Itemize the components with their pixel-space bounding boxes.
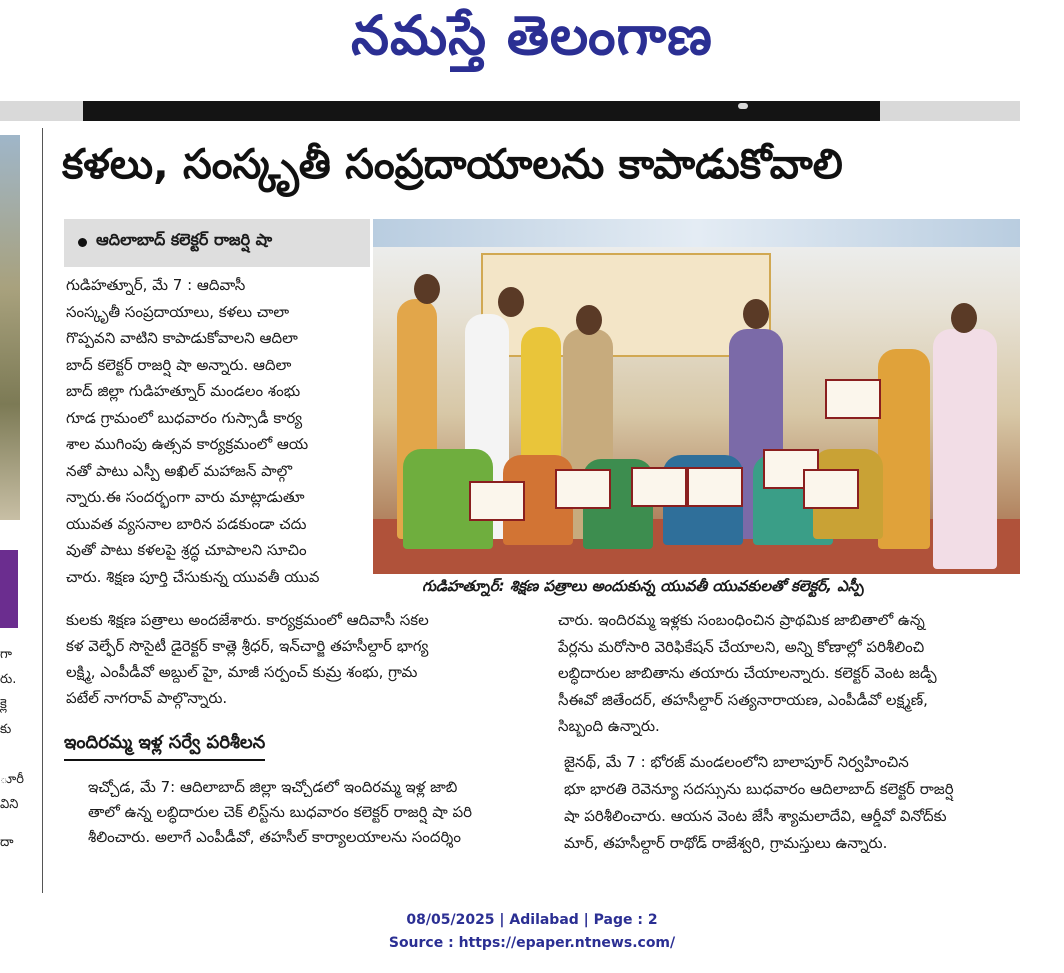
text-line: కళ వెల్ఫేర్ సొసైటీ డైరెక్టర్ కాత్లె శ్రీధర్, ఇన్‌చార్జి తహసీల్దార్ భాగ్య — [66, 637, 429, 655]
photo-person-head — [576, 305, 602, 335]
top-rule-bar — [83, 101, 880, 121]
text-line: వుతో పాటు కళలపై శ్రద్ధ చూపాలని సూచిం — [66, 541, 307, 559]
photo-certificate — [687, 467, 743, 507]
text-line: శాల ముగింపు ఉత్సవ కార్యక్రమంలో ఆయ — [66, 435, 309, 453]
text-line: ఇచ్చోడ, మే 7: ఆదిలాబాద్ జిల్లా ఇచ్చోడలో ఇందిరమ్మ ఇళ్ల జాబి — [88, 778, 458, 796]
text-line: కులకు శిక్షణ పత్రాలు అందజేశారు. కార్యక్రమంలో ఆదివాసీ సకల — [66, 611, 429, 629]
photo-person-head — [951, 303, 977, 333]
adjacent-fragment: క్లె — [0, 697, 7, 712]
top-rule-mark — [738, 103, 748, 109]
text-line: బాద్ జిల్లా గుడిహత్నూర్ మండలం శంభు — [66, 382, 301, 400]
photo-certificate — [825, 379, 881, 419]
bullet-icon — [78, 238, 87, 247]
masthead — [0, 0, 1064, 100]
text-line: యువత వ్యసనాల బారిన పడకుండా చదు — [66, 514, 307, 533]
newspaper-logo: నమస్తే తెలంగాణ — [351, 4, 713, 67]
text-line: బాద్ కలెక్టర్ రాజర్షి షా అన్నారు. ఆదిలా — [66, 355, 292, 374]
photo-person — [878, 349, 930, 549]
text-line: నతో పాటు ఎస్పీ అఖిల్ మహాజన్ పాల్గొ — [66, 461, 293, 480]
text-line: గొప్పవని వాటిని కాపాడుకోవాలని ఆదిలా — [66, 329, 298, 347]
subhead-text: ఆదిలాబాద్ కలెక్టర్ రాజర్షి షా — [96, 230, 273, 249]
text-line: గూడ గ్రామంలో బుధవారం గుస్సాడీ కార్య — [66, 408, 303, 427]
adjacent-fragment: ూరీ — [0, 772, 24, 787]
text-line: లక్ష్మి, ఎంపీడీవో అబ్దుల్ హై, మాజీ సర్పంచ్ కుమ్ర శంభు, గ్రామ — [66, 663, 418, 681]
text-line: లబ్ధిదారుల జాబితాను తయారు చేయాలన్నారు. కలెక్టర్ వెంట జడ్పీ — [558, 664, 937, 682]
photo-caption: గుడిహత్నూర్: శిక్షణ పత్రాలు అందుకున్న యువతీ యువకులతో కలెక్టర్, ఎస్పీ — [422, 577, 864, 595]
section-heading: ఇందిరమ్మ ఇళ్ల సర్వే పరిశీలన — [64, 732, 265, 761]
photo-certificate — [631, 467, 687, 507]
text-line: పటేల్ నాగరావ్ పాల్గొన్నారు. — [66, 689, 228, 707]
photo-certificate — [469, 481, 525, 521]
photo-canopy — [373, 219, 1020, 247]
footer-date-edition: 08/05/2025 | Adilabad | Page : 2 — [406, 912, 658, 928]
article-photo — [373, 219, 1020, 574]
adjacent-article-photo — [0, 135, 20, 520]
text-line: తాలో ఉన్న లబ్ధిదారుల చెక్ లిస్ట్‌ను బుధవారం కలెక్టర్ రాజర్షి షా పరి — [88, 803, 473, 821]
text-line: సీఈవో జితేందర్, తహసీల్దార్ సత్యనారాయణ, ఎంపీడీవో లక్ష్మణ్, — [558, 690, 928, 709]
photo-person-head — [743, 299, 769, 329]
article-headline: కళలు, సంస్కృతీ సంప్రదాయాలను కాపాడుకోవాలి — [62, 140, 843, 188]
text-line: చారు. ఇందిరమ్మ ఇళ్లకు సంబంధించిన ప్రాథమిక జాబితాలో ఉన్న — [558, 611, 925, 629]
adjacent-article-color-block — [0, 550, 18, 628]
text-line: పేర్లను మరోసారి వెరిఫికేషన్ చేయాలని, అన్ని కోణాల్లో పరిశీలించి — [558, 637, 925, 656]
footer-source: Source : https://epaper.ntnews.com/ — [388, 935, 676, 951]
adjacent-fragment: రు. — [0, 672, 17, 687]
adjacent-fragment: గా — [0, 647, 12, 662]
adjacent-fragment: విని — [0, 797, 19, 812]
photo-person-head — [498, 287, 524, 317]
column-divider — [42, 128, 43, 893]
text-line: చారు. శిక్షణ పూర్తి చేసుకున్న యువతీ యువ — [66, 567, 320, 586]
text-line: జైనథ్, మే 7 : భోరజ్ మండలంలోని బాలాపూర్ నిర్వహించిన — [564, 753, 909, 771]
photo-certificate — [555, 469, 611, 509]
text-line: సిబ్బంది ఉన్నారు. — [558, 717, 660, 735]
adjacent-fragment: కు — [0, 722, 12, 737]
text-line: గుడిహత్నూర్, మే 7 : ఆదివాసీ — [66, 276, 246, 294]
photo-person — [933, 329, 997, 569]
text-line: మార్, తహసీల్దార్ రాథోడ్ రాజేశ్వరి, గ్రామస్తులు ఉన్నారు. — [564, 834, 888, 852]
top-rule — [0, 101, 1020, 121]
text-line: న్నారు.ఈ సందర్భంగా వారు మాట్లాడుతూ — [66, 488, 305, 506]
text-line: శీలించారు. అలాగే ఎంపీడీవో, తహసీల్ కార్యాలయాలను సందర్శిం — [88, 828, 461, 846]
text-line: భూ భారతి రెవెన్యూ సదస్సును బుధవారం ఆదిలాబాద్ కలెక్టర్ రాజర్షి — [564, 780, 954, 798]
text-line: సంస్కృతీ సంప్రదాయాలు, కళలు చాలా — [66, 302, 290, 321]
photo-certificate — [803, 469, 859, 509]
adjacent-fragment: దా — [0, 835, 14, 850]
article-subhead — [64, 219, 370, 267]
adjacent-article-strip — [0, 130, 42, 895]
text-line: షా పరిశీలించారు. ఆయన వెంట జేసీ శ్యామలాదేవి, ఆర్డీవో వినోద్‌కు — [564, 807, 947, 825]
photo-person-head — [414, 274, 440, 304]
